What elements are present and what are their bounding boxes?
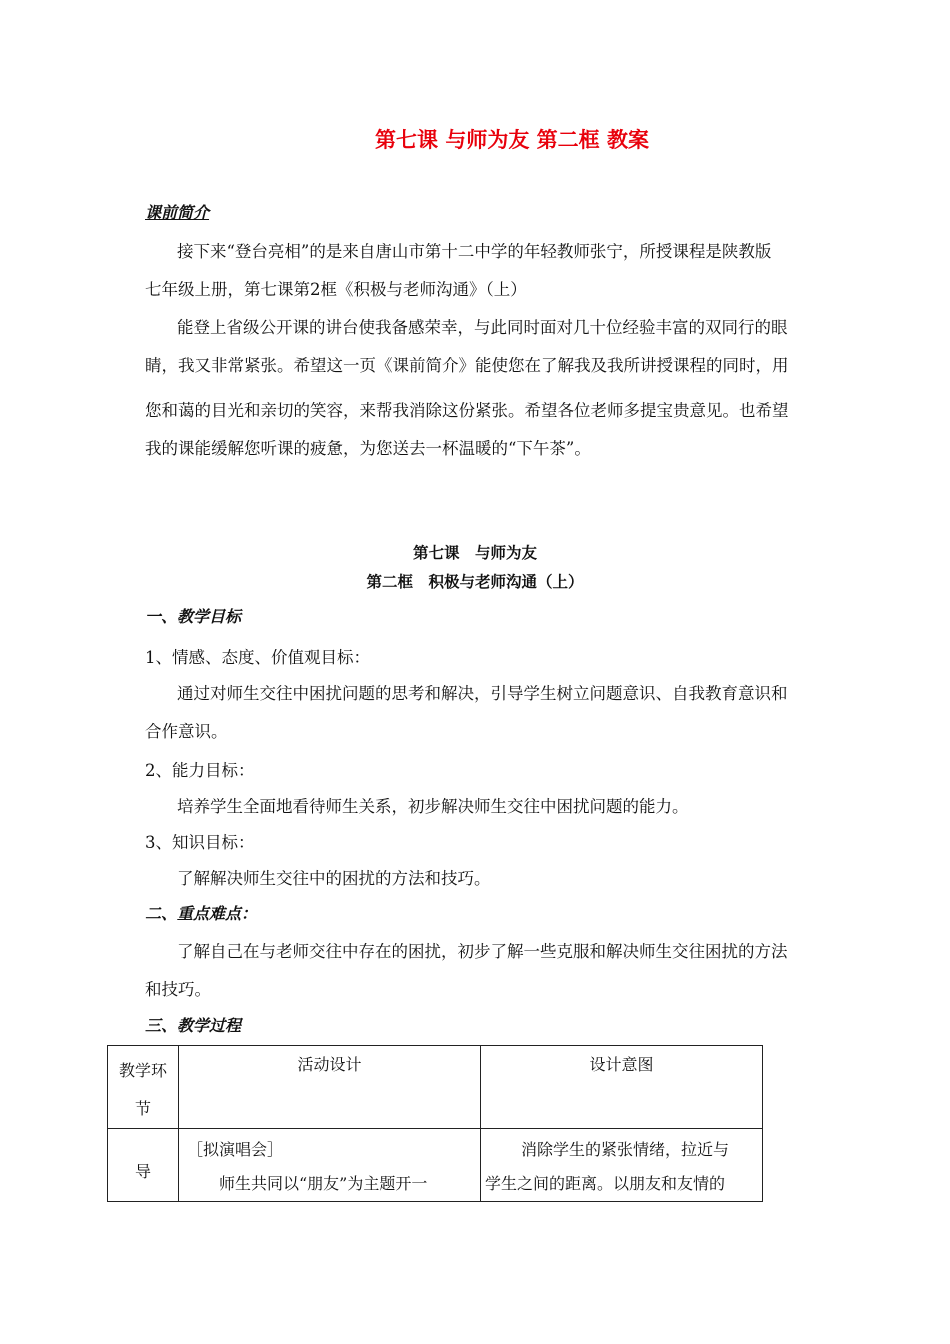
goal1-label: 1、情感、态度、价值观目标： <box>145 648 370 667</box>
goal2-label: 2、能力目标： <box>145 761 255 780</box>
lesson-title: 第七课 与师为友 <box>412 544 537 562</box>
key-points-heading: 二、重点难点： <box>145 904 258 923</box>
goal1-text-line1: 通过对师生交往中困扰问题的思考和解决，引导学生树立问题意识、自我教育意识和 <box>177 684 788 703</box>
row1-activity-line2: 师生共同以“朋友”为主题开一 <box>219 1174 428 1193</box>
header-intent-cell <box>481 1046 763 1129</box>
row1-intent-line2: 学生之间的距离。以朋友和友情的 <box>485 1174 726 1193</box>
row1-activity-line1: ［拟演唱会］ <box>187 1140 284 1159</box>
header-activity: 活动设计 <box>297 1055 362 1074</box>
header-stage-line2: 节 <box>134 1099 151 1118</box>
intro-heading: 课前简介 <box>145 203 210 222</box>
row1-stage-cell <box>108 1129 179 1202</box>
table-row <box>108 1129 763 1202</box>
goal3-label: 3、知识目标： <box>145 833 255 852</box>
goal2-text: 培养学生全面地看待师生关系，初步解决师生交往中困扰问题的能力。 <box>177 797 689 816</box>
row1-intent-cell <box>481 1129 763 1202</box>
row1-activity-cell <box>179 1129 481 1202</box>
table-header-row <box>108 1046 763 1129</box>
intro-para2-line3: 您和蔼的目光和亲切的笑容，来帮我消除这份紧张。希望各位老师多提宝贵意见。也希望 <box>145 401 789 420</box>
header-activity-cell <box>179 1046 481 1129</box>
header-stage-line1: 教学环 <box>118 1061 167 1080</box>
process-table <box>107 1045 763 1202</box>
lesson-subtitle: 第二框 积极与老师沟通（上） <box>366 573 584 591</box>
intro-para2-line4: 我的课能缓解您听课的疲惫，为您送去一杯温暖的“下午茶”。 <box>145 439 591 458</box>
intro-para1-line2: 七年级上册，第七课第2框《积极与老师沟通》（上） <box>145 280 527 299</box>
intro-para2-line1: 能登上省级公开课的讲台使我备感荣幸，与此同时面对几十位经验丰富的双同行的眼 <box>177 318 788 337</box>
header-intent: 设计意图 <box>589 1055 654 1074</box>
goals-heading: 一、教学目标 <box>145 607 242 626</box>
process-heading: 三、教学过程 <box>145 1016 242 1035</box>
header-stage-cell <box>108 1046 179 1129</box>
intro-para2-line2: 睛，我又非常紧张。希望这一页《课前简介》能使您在了解我及我所讲授课程的同时，用 <box>145 356 789 375</box>
intro-para1-line1: 接下来“登台亮相”的是来自唐山市第十二中学的年轻教师张宁，所授课程是陕教版 <box>177 242 772 261</box>
key-points-line1: 了解自己在与老师交往中存在的困扰，初步了解一些克服和解决师生交往困扰的方法 <box>177 942 788 961</box>
row1-stage: 导 <box>134 1162 151 1181</box>
document-title: 第七课 与师为友 第二框 教案 <box>375 128 649 152</box>
goal3-text: 了解解决师生交往中的困扰的方法和技巧。 <box>177 869 491 888</box>
key-points-line2: 和技巧。 <box>145 980 211 999</box>
row1-intent-line1: 消除学生的紧张情绪，拉近与 <box>521 1140 730 1159</box>
goal1-text-line2: 合作意识。 <box>145 722 228 741</box>
